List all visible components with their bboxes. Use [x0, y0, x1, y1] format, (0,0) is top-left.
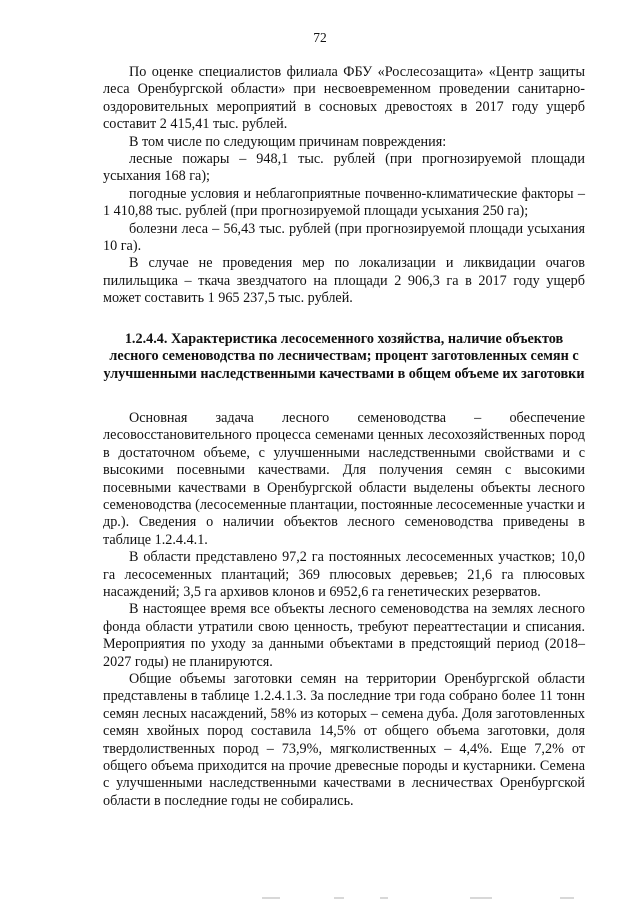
paragraph-seed-main-task: Основная задача лесного семеноводства – обеспечение лесовосстановительного процесса семенами ценных лесохозяйственных пород в достаточном объеме, с улучшенными наследственными свойствами и с высокими посевными качествами. Для получения семян с высокими посевными качествами в Оренбургской области выделены объекты лесного семеноводства (лесосеменные плантации, постоянные лесосеменные участки и др.). Сведения о наличии объектов лесного семеноводства приведены в таблице 1.2.4.4.1. [103, 409, 585, 548]
document-body [103, 64, 585, 810]
paragraph-seed-harvest-volumes: Общие объемы заготовки семян на территории Оренбургской области представлены в таблице 1.2.4.1.3. За последние три года собрано более 11 тонн семян лесных насаждений, 58% из которых – семена дуба. Доля заготовленных семян хвойных пород составила 14,5% от общего объема заготовки, доля твердолиственных пород – 73,9%, мягколиственных – 4,4%. Еще 7,2% от общего объема приходится на прочие древесные породы и кустарники. Семена с улучшенными наследственными качествами в лесничествах Оренбургской области в последние годы не собирались. [103, 671, 585, 809]
paragraph-seed-objects-status: В настоящее время все объекты лесного семеноводства на землях лесного фонда области утратили свою ценность, требуют переаттестации и списания. Мероприятия по уходу за данными объектами в предстоящий период (2018–2027 годы) не планируются. [103, 601, 585, 670]
paragraph-weather-conditions: погодные условия и неблагоприятные почвенно-климатические факторы – 1 410,88 тыс. рублей (при прогнозируемой площади усыхания 250 га); [103, 185, 585, 220]
page-number: 72 [313, 30, 327, 45]
section-heading: 1.2.4.4. Характеристика лесосеменного хозяйства, наличие объектов лесного семеноводства по лесничествам; процент заготовленных семян с улучшенными наследственными качествами в общем объеме их заготовки [103, 330, 585, 382]
paragraph-forest-diseases: болезни леса – 56,43 тыс. рублей (при прогнозируемой площади усыхания 10 га). [103, 220, 585, 255]
paragraph-seed-objects: В области представлено 97,2 га постоянных лесосеменных участков; 10,0 га лесосеменных плантаций; 369 плюсовых деревьев; 21,6 га плюсовых насаждений; 3,5 га архивов клонов и 6952,6 га генетических резерватов. [103, 549, 585, 600]
paragraph-forest-fires: лесные пожары – 948,1 тыс. рублей (при прогнозируемой площади усыхания 168 га); [103, 151, 585, 185]
scan-artifacts [0, 895, 640, 899]
paragraph-damage-causes: В том числе по следующим причинам повреждения: [129, 133, 447, 150]
paragraph-damage-estimate: По оценке специалистов филиала ФБУ «Рослесозащита» «Центр защиты леса Оренбургской области» при несвоевременном проведении санитарно-оздоровительных мероприятий в сосновых древостоях в 2017 году ущерб составит 2 415,41 тыс. рублей. [103, 64, 585, 133]
paragraph-sawfly-damage: В случае не проведения мер по локализации и ликвидации очагов пилильщика – ткача звездчатого на площади 2 906,3 га в 2017 году ущерб может составить 1 965 237,5 тыс. рублей. [103, 255, 585, 307]
